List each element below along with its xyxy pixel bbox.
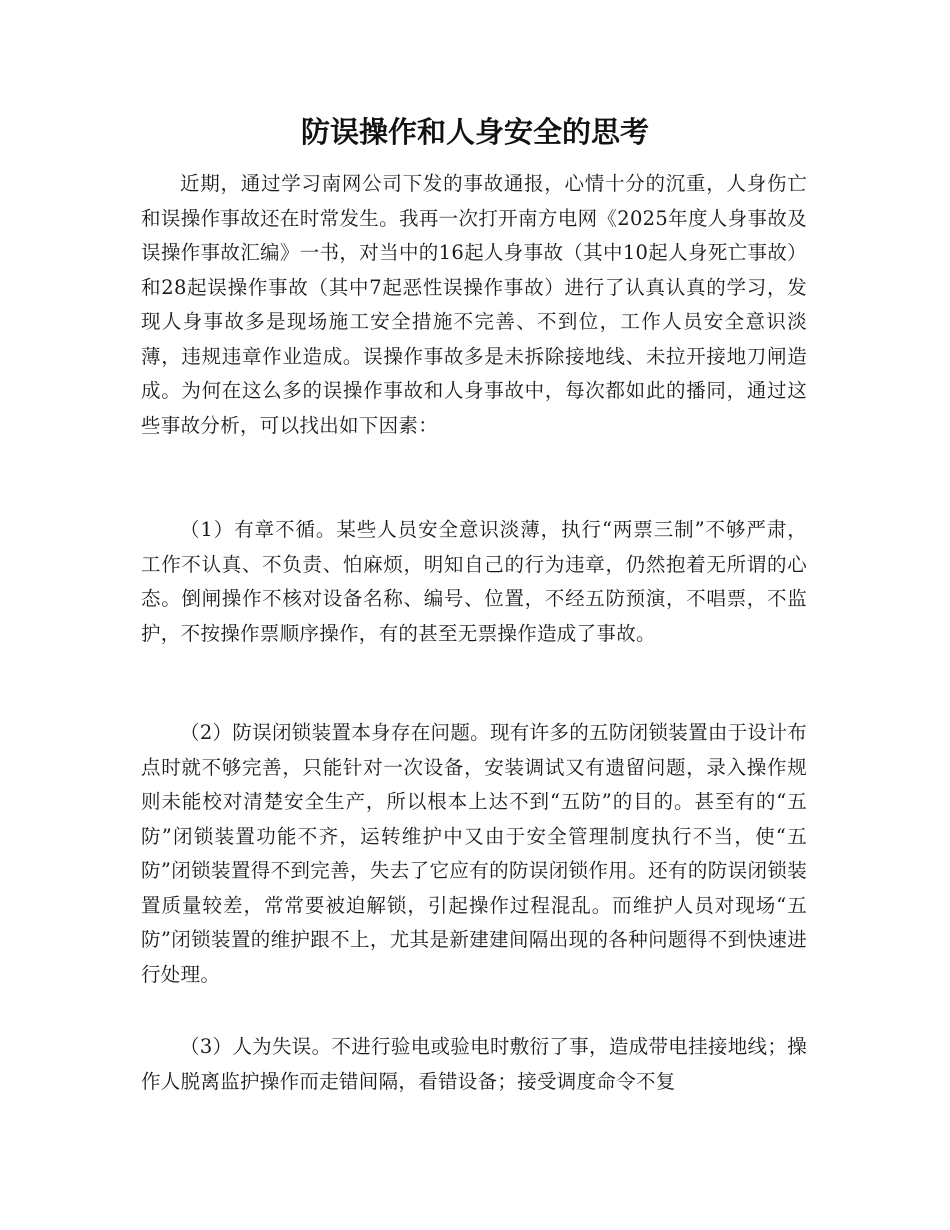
document-title: 防误操作和人身安全的思考 [300,115,649,149]
paragraph-cause-3: （3）人为失误。不进行验电或验电时敷衍了事，造成带电挂接地线；操作人脱离监护操作而走错间隔，看错设备；接受调度命令不复 [141,1035,807,1093]
paragraph-cause-1: （1）有章不循。某些人员安全意识淡薄，执行“两票三制”不够严肃，工作不认真、不负责、怕麻烦，明知自己的行为违章，仍然抱着无所谓的心态。倒闸操作不核对设备名称、编号、位置，不经五防预演，不唱票，不监护，不按操作票顺序操作，有的甚至无票操作造成了事故。 [141,518,807,645]
paragraph-cause-2: （2）防误闭锁装置本身存在问题。现有许多的五防闭锁装置由于设计布点时就不够完善，只能针对一次设备，安装调试又有遗留问题，录入操作规则未能校对清楚安全生产，所以根本上达不到“五防”的目的。甚至有的“五防”闭锁装置功能不齐，运转维护中又由于安全管理制度执行不当，使“五防”闭锁装置得不到完善，失去了它应有的防误闭锁作用。还有的防误闭锁装置质量较差，常常要被迫解锁，引起操作过程混乱。而维护人员对现场“五防”闭锁装置的维护跟不上，尤其是新建建间隔出现的各种问题得不到快速进行处理。 [141,721,807,986]
paragraph-intro: 近期，通过学习南网公司下发的事故通报，心情十分的沉重，人身伤亡和误操作事故还在时常发生。我再一次打开南方电网《2025年度人身事故及误操作事故汇编》一书，对当中的16起人身事故（其中10起人身死亡事故）和28起误操作事故（其中7起恶性误操作事故）进行了认真认真的学习，发现人身事故多是现场施工安全措施不完善、不到位，工作人员安全意识淡薄，违规违章作业造成。误操作事故多是未拆除接地线、未拉开接地刀闸造成。为何在这么多的误操作事故和人身事故中，每次都如此的播同，通过这些事故分析，可以找出如下因素： [141,172,807,437]
